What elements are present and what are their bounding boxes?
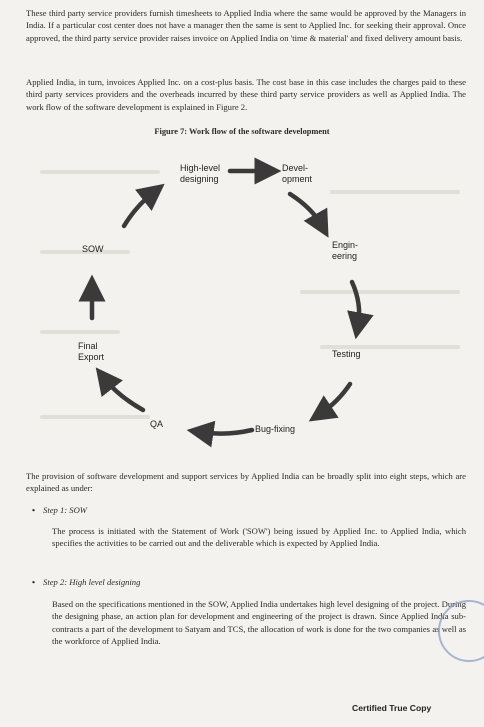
paragraph-eight-steps: The provision of software development and support services by Applied India can be broadly split into eight steps, which are explained as under: [26, 471, 466, 494]
node-engineering: Engin- eering [332, 240, 359, 261]
step-2-text: Based on the specifications mentioned in the SOW, Applied India undertakes high level designing of the project. During the designing phase, an action plan for development and engineering of the project is drawn. Since Applied India sub-contracts a part of the development to Satyam and TCS, the allocation of work is done for the two companies as well as the workforce of Applied India. [52, 599, 466, 647]
arrow-sow-to-high-level [124, 192, 154, 226]
paragraph-cost-plus: Applied India, in turn, invoices Applied Inc. on a cost-plus basis. The cost base in this case includes the charges paid to these third party services providers and the overheads incurred by these third party service providers as well as Applied India. The work flow of the software development is explained in Figure 2. [26, 77, 466, 112]
node-sow: SOW [82, 244, 104, 254]
node-development: Devel- opment [282, 163, 313, 184]
node-qa: QA [150, 419, 164, 429]
step-2-heading: • Step 2: High level designing [32, 577, 141, 587]
node-final-export: Final Export [78, 341, 105, 362]
certified-true-copy-label: Certified True Copy [352, 703, 432, 713]
node-testing: Testing [332, 349, 361, 359]
bullet-icon: • [32, 577, 36, 587]
arrow-bug-fixing-to-qa [200, 430, 252, 434]
arrow-testing-to-bug-fixing [320, 384, 350, 414]
paragraph-timesheets: These third party service providers furnish timesheets to Applied India where the same would be approved by the Managers in India. If a particular cost center does not have a manager then the same is sent to Applied Inc. for seeking their approval. Once approved, the third party service provider raises invoice on Applied India on 'time & material' and fixed delivery amount basis. [26, 8, 466, 43]
node-high-level-designing: High-level designing [180, 163, 221, 184]
step-1-heading: • Step 1: SOW [32, 505, 87, 515]
arrow-engineering-to-testing [352, 282, 359, 326]
figure-caption: Figure 7: Work flow of the software development [154, 127, 330, 136]
node-bug-fixing: Bug-fixing [255, 424, 296, 434]
arrow-development-to-engineering [290, 194, 322, 226]
arrow-qa-to-final-export [104, 378, 143, 410]
bullet-icon: • [32, 505, 36, 515]
step-1-text: The process is initiated with the Statement of Work ('SOW') being issued by Applied Inc. to Applied India, which specifies the activities to be carried out and the deliverable which is expected by Applied India. [52, 526, 466, 549]
